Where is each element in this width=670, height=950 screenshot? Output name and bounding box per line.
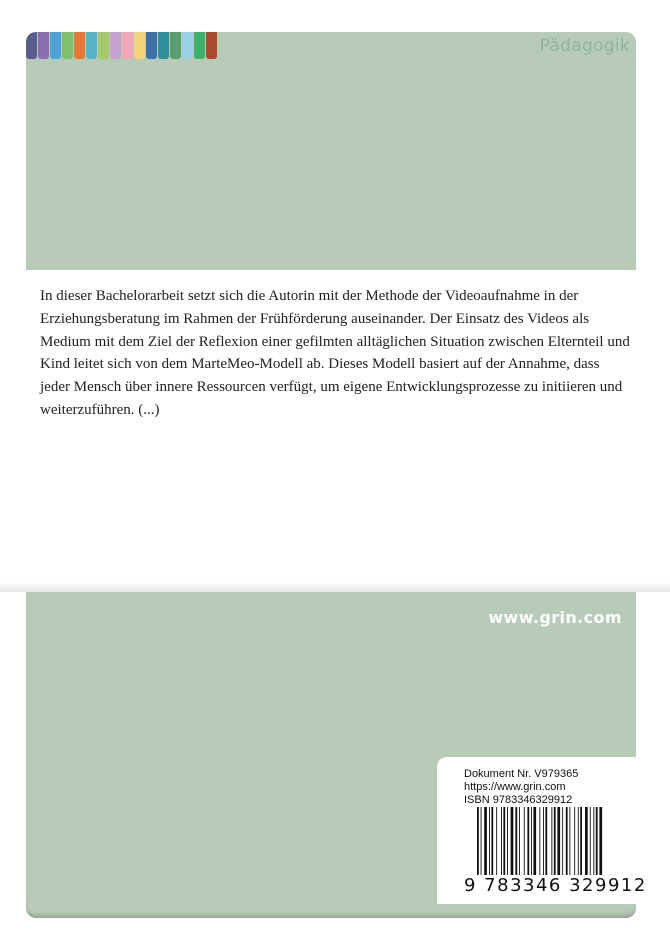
barcode-bar: [596, 807, 598, 879]
barcode-bar: [496, 807, 497, 879]
barcode-bar: [491, 807, 493, 879]
barcode-number: 9 783346 329912: [464, 875, 647, 896]
barcode-bar: [585, 807, 588, 879]
barcode-bar: [539, 807, 540, 879]
barcode-bar: [501, 807, 502, 879]
barcode-bar: [481, 807, 482, 879]
barcode-bar: [590, 807, 591, 879]
barcode-bar: [580, 807, 582, 879]
page-fold-shadow: [0, 582, 670, 592]
spine-stripe: [26, 32, 37, 59]
isbn-barcode: [477, 807, 622, 879]
barcode-bar: [533, 807, 536, 879]
spine-stripe: [146, 32, 157, 59]
barcode-bar: [543, 807, 544, 879]
spine-stripe: [38, 32, 49, 59]
category-label: Pädagogik: [539, 36, 630, 56]
barcode-bar: [511, 807, 514, 879]
spine-stripe: [158, 32, 169, 59]
barcode-bar: [503, 807, 505, 879]
publisher-website: www.grin.com: [488, 608, 622, 627]
barcode-bar: [507, 807, 508, 879]
spine-stripe-row: [26, 32, 218, 59]
spine-stripe: [170, 32, 181, 59]
spine-stripe: [110, 32, 121, 59]
barcode-bar: [477, 807, 479, 879]
spine-stripe: [122, 32, 133, 59]
spine-stripe: [74, 32, 85, 59]
barcode-bar: [578, 807, 579, 879]
barcode-bar: [569, 807, 570, 879]
blurb-text: In dieser Bachelorarbeit setzt sich die Autorin mit der Methode der Videoaufnahme in der Erziehungsberatung im Rahmen der Frühförderung auseinander. Der Einsatz des Videos als Medium mit dem Ziel der Reflexion einer gefilmten alltäglichen Situation zwischen Elternteil und Kind leitet sich von dem MarteMeo-Modell ab. Dieses Modell basiert auf der Annahme, dass jeder Mensch über innere Ressourcen verfügt, um eigene Entwicklungsprozesse zu initiieren und weiterzuführen. (...): [40, 288, 630, 418]
spine-stripe: [194, 32, 205, 59]
barcode-bar: [515, 807, 517, 879]
spine-stripe: [86, 32, 97, 59]
barcode-bar: [554, 807, 556, 879]
barcode-bar: [531, 807, 532, 879]
info-url: https://www.grin.com: [464, 781, 566, 793]
barcode-bar: [574, 807, 575, 879]
document-number: Dokument Nr. V979365: [464, 768, 579, 780]
barcode-bar: [519, 807, 520, 879]
spine-stripe: [134, 32, 145, 59]
barcode-bar: [524, 807, 525, 879]
barcode-bar: [593, 807, 594, 879]
isbn-label: ISBN 9783346329912: [464, 794, 573, 806]
barcode-bar: [545, 807, 547, 879]
barcode-bar: [599, 807, 602, 879]
barcode-bar: [489, 807, 490, 879]
spine-stripe: [50, 32, 61, 59]
barcode-bar: [527, 807, 529, 879]
barcode-bar: [484, 807, 487, 879]
cover-top-panel: [26, 32, 636, 270]
barcode-bar: [557, 807, 560, 879]
spine-stripe: [182, 32, 193, 59]
barcode-bar: [562, 807, 563, 879]
barcode-bar: [551, 807, 552, 879]
spine-stripe: [98, 32, 109, 59]
info-box: [437, 757, 647, 904]
spine-stripe: [206, 32, 217, 59]
barcode-bar: [566, 807, 568, 879]
spine-stripe: [62, 32, 73, 59]
